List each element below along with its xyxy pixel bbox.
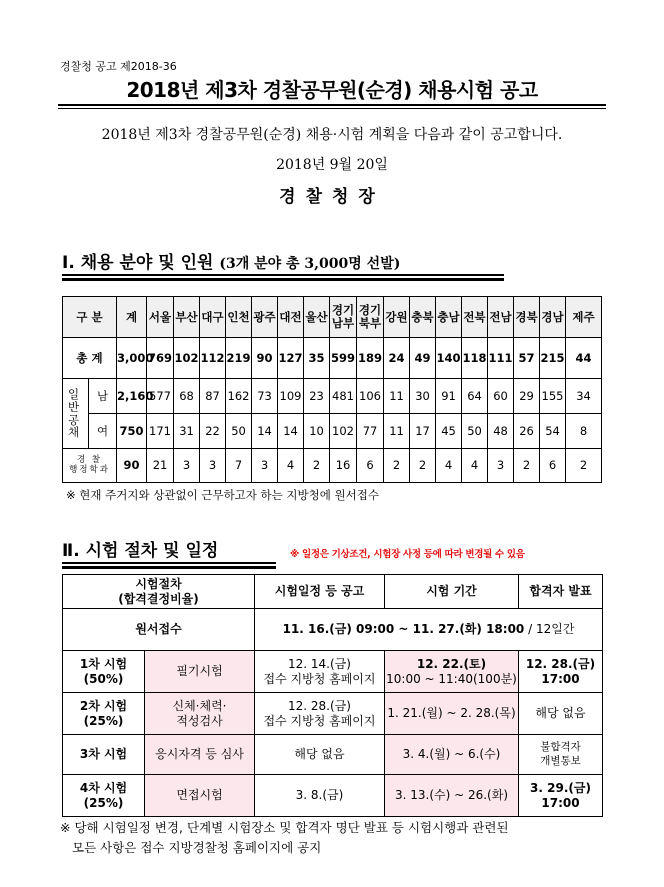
cell: 2 [304,449,330,483]
cell: 3 [174,449,200,483]
cell: 3 [252,449,278,483]
cell: 11 [384,414,410,449]
cell: 2,160 [117,379,147,414]
footnote-line: 모든 사항은 접수 지방경찰청 홈페이지에 공지 [72,840,322,855]
cell: 112 [200,338,226,379]
col-header: 전북 [462,297,488,338]
cell: 31 [174,414,200,449]
schedule-row-stage1 [63,651,603,693]
cell: 4 [462,449,488,483]
cell: 109 [278,379,304,414]
result-time: 17:00 [541,795,580,810]
stage-result [519,775,603,817]
table-header-row [63,297,602,338]
stage-name: 1차 시험 [79,656,128,671]
stage-name: 3차 시험 [63,735,145,775]
cell: 90 [252,338,278,379]
cell: 3 [200,449,226,483]
section1-subtitle: (3개 분야 총 3,000명 선발) [219,256,401,272]
application-period-cell [255,609,603,651]
cell: 162 [226,379,252,414]
stage-result [519,735,603,775]
row-label [63,449,117,483]
schedule-row-stage4 [63,775,603,817]
cell: 73 [252,379,278,414]
cell: 127 [278,338,304,379]
col-header-result: 합격자 발표 [519,575,603,609]
cell: 21 [147,449,174,483]
row-group-label: 일 반 공 채 [63,379,89,449]
cell: 155 [540,379,566,414]
col-header-line: 남부 [331,316,355,330]
col-header: 충북 [410,297,436,338]
stage-type: 응시자격 등 심사 [145,735,255,775]
cell: 35 [304,338,330,379]
schedule-change-note: ※ 일정은 기상조건, 시험장 사정 등에 따라 변경될 수 있음 [290,549,525,560]
cell: 14 [252,414,278,449]
cell: 750 [117,414,147,449]
stage-notice [255,651,385,693]
schedule-row-stage2 [63,693,603,735]
cell: 6 [357,449,384,483]
cell: 111 [488,338,514,379]
col-header-line: 경기 [331,303,355,318]
col-header: 서울 [147,297,174,338]
col-header: 강원 [384,297,410,338]
col-header: 제주 [566,297,602,338]
period-time: 10:00 ~ 11:40(100분) [386,671,517,686]
result-line: 개별통보 [540,754,581,767]
cell: 11 [384,379,410,414]
cell: 91 [436,379,462,414]
stage-notice [255,693,385,735]
cell: 8 [566,414,602,449]
cell: 30 [410,379,436,414]
result-date: 3. 29.(금) [530,780,591,795]
cell: 54 [540,414,566,449]
row-label: 총 계 [63,338,117,379]
cell: 102 [330,414,357,449]
row-label: 남 [89,379,117,414]
cell: 3,000 [117,338,147,379]
cell: 77 [357,414,384,449]
col-header-gyeonggi-south [330,297,357,338]
col-header: 전남 [488,297,514,338]
application-days: / 12일간 [528,622,575,636]
result-time: 17:00 [541,671,580,686]
schedule-table [62,574,603,817]
stage-ratio: (25%) [83,795,124,810]
cell: 22 [200,414,226,449]
col-header: 광주 [252,297,278,338]
cell: 4 [436,449,462,483]
section1-rule [62,274,504,281]
cell: 50 [226,414,252,449]
cell: 102 [174,338,200,379]
cell: 10 [304,414,330,449]
notice-number: 경찰청 공고 제2018-36 [60,60,177,73]
stage-ratio: (25%) [83,713,124,728]
schedule-row-application [63,609,603,651]
page-title: 2018년 제3차 경찰공무원(순경) 채용시험 공고 [126,78,538,102]
cell: 68 [174,379,200,414]
cell: 577 [147,379,174,414]
col-header-line: 북부 [358,316,382,330]
result-date: 12. 28.(금) [525,656,596,671]
application-period: 11. 16.(금) 09:00 ~ 11. 27.(화) 18:00 [282,622,525,636]
stage-result: 해당 없음 [519,693,603,735]
period-date: 12. 22.(토) [416,656,487,671]
table-row-general-male [63,379,602,414]
cell: 24 [384,338,410,379]
section2-footnote [60,818,620,858]
cell: 3 [488,449,514,483]
cell: 48 [488,414,514,449]
stage-period [385,651,519,693]
stage-name: 4차 시험 [79,780,128,795]
col-header: 구 분 [63,297,117,338]
notice-place: 접수 지방청 홈페이지 [263,671,376,686]
section1-footnote: ※ 현재 주거지와 상관없이 근무하고자 하는 지방청에 원서접수 [66,488,379,502]
cell: 90 [117,449,147,483]
col-header: 울산 [304,297,330,338]
cell: 60 [488,379,514,414]
col-header-notice: 시험일정 등 공고 [255,575,385,609]
footnote-line: ※ 당해 시험일정 변경, 단계별 시험장소 및 합격자 명단 발표 등 시험시행과 관련된 [60,820,509,835]
row-label-line: 행정학과 [69,464,110,475]
cell: 49 [410,338,436,379]
cell: 189 [357,338,384,379]
section2-rule [62,562,276,569]
col-header: 충남 [436,297,462,338]
application-label: 원서접수 [63,609,255,651]
notice-date: 12. 14.(금) [288,656,351,671]
issuer: 경찰청장 [279,187,385,207]
stage-label [63,775,145,817]
cell: 23 [304,379,330,414]
stage-type-line: 신체·체력· [172,698,227,713]
cell: 106 [357,379,384,414]
row-label: 여 [89,414,117,449]
cell: 2 [384,449,410,483]
title-rule [58,104,606,109]
stage-result [519,651,603,693]
stage-notice: 3. 8.(금) [255,775,385,817]
col-header-line: 경기 [358,303,382,318]
stage-name: 2차 시험 [79,698,128,713]
cell: 57 [514,338,540,379]
stage-type [145,693,255,735]
cell: 769 [147,338,174,379]
cell: 140 [436,338,462,379]
cell: 26 [514,414,540,449]
col-header: 인천 [226,297,252,338]
stage-type-line: 적성검사 [176,713,223,728]
cell: 44 [566,338,602,379]
schedule-row-stage3 [63,735,603,775]
stage-period: 1. 21.(월) ~ 2. 28.(목) [385,693,519,735]
table-row-police-admin [63,449,602,483]
col-header-line: 시험절차 [135,576,182,591]
cell: 2 [566,449,602,483]
cell: 2 [410,449,436,483]
cell: 481 [330,379,357,414]
schedule-header-row [63,575,603,609]
stage-period: 3. 4.(월) ~ 6.(수) [385,735,519,775]
cell: 14 [278,414,304,449]
stage-ratio: (50%) [83,671,124,686]
col-header-line: (합격결정비율) [118,591,199,606]
stage-period: 3. 13.(수) ~ 26.(화) [385,775,519,817]
col-header: 계 [117,297,147,338]
table-row-general-female [63,414,602,449]
col-header: 대전 [278,297,304,338]
stage-label [63,651,145,693]
stage-label [63,693,145,735]
col-header-gyeonggi-north [357,297,384,338]
col-header: 경남 [540,297,566,338]
row-label-line: 경 찰 [76,455,103,466]
notice-date: 12. 28.(금) [288,698,351,713]
cell: 16 [330,449,357,483]
cell: 599 [330,338,357,379]
stage-type: 필기시험 [145,651,255,693]
col-header: 부산 [174,297,200,338]
cell: 215 [540,338,566,379]
section1-title: Ⅰ. 채용 분야 및 인원 [62,253,214,273]
cell: 219 [226,338,252,379]
cell: 87 [200,379,226,414]
cell: 2 [514,449,540,483]
result-line: 불합격자 [540,741,581,754]
cell: 7 [226,449,252,483]
notice-date: 2018년 9월 20일 [276,157,388,173]
notice-place: 접수 지방청 홈페이지 [263,713,376,728]
section2-heading: Ⅱ. 시험 절차 및 일정 [62,541,219,561]
recruitment-table [62,296,602,483]
section1-heading [62,248,400,273]
col-header-period: 시험 기간 [385,575,519,609]
cell: 50 [462,414,488,449]
col-header-procedure [63,575,255,609]
cell: 6 [540,449,566,483]
cell: 45 [436,414,462,449]
stage-type: 면접시험 [145,775,255,817]
intro-text: 2018년 제3차 경찰공무원(순경) 채용·시험 계획을 다음과 같이 공고합니다. [101,127,563,143]
cell: 34 [566,379,602,414]
col-header: 대구 [200,297,226,338]
table-row-total [63,338,602,379]
cell: 17 [410,414,436,449]
col-header: 경북 [514,297,540,338]
stage-notice: 해당 없음 [255,735,385,775]
cell: 4 [278,449,304,483]
cell: 64 [462,379,488,414]
cell: 171 [147,414,174,449]
cell: 29 [514,379,540,414]
cell: 118 [462,338,488,379]
